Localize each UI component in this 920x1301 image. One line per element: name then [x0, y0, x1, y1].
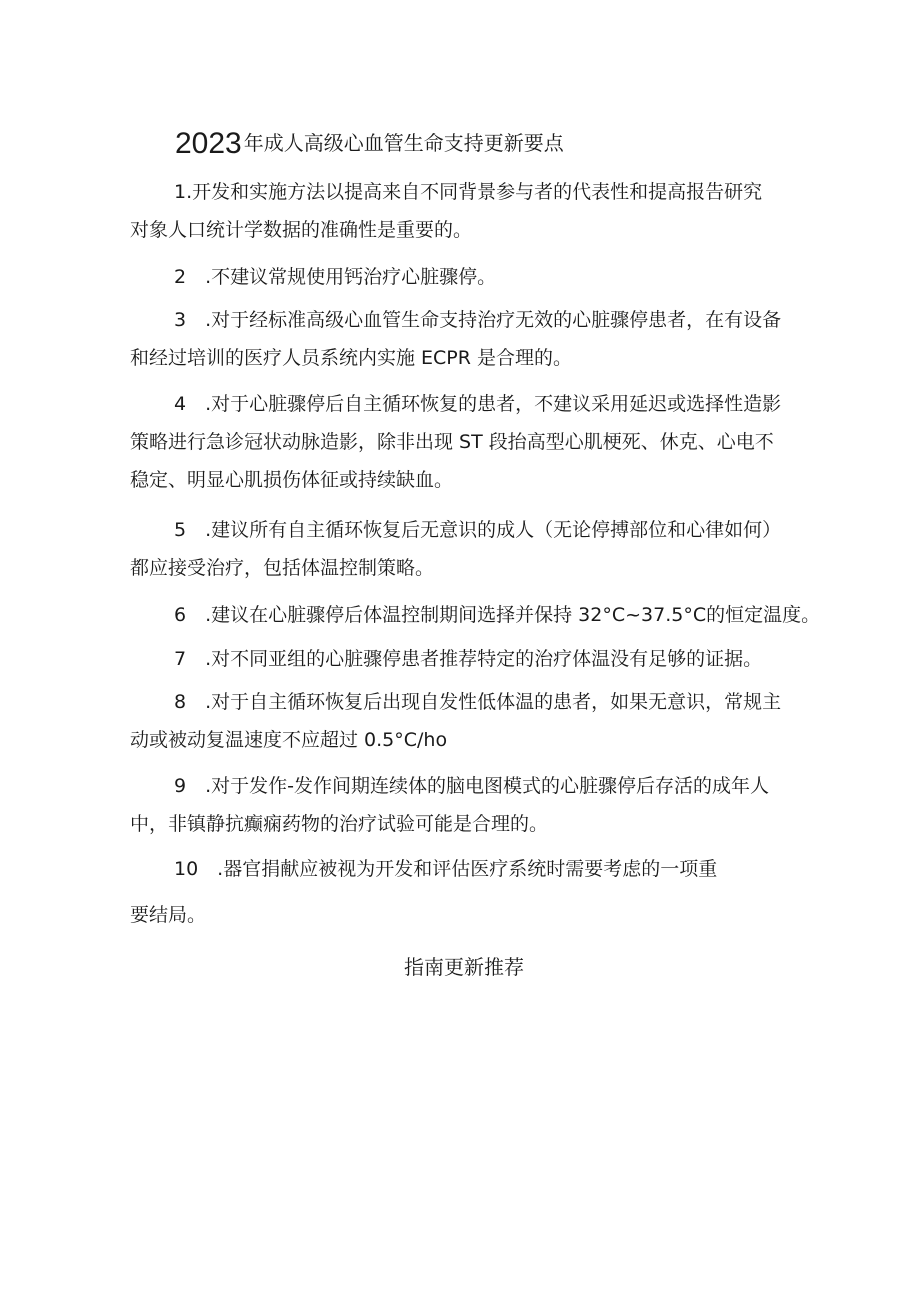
list-item-line: 对象人口统计学数据的准确性是重要的。: [130, 219, 473, 241]
list-item: [130, 301, 820, 377]
section-heading: 指南更新推荐: [404, 955, 524, 979]
list-item-line: 都应接受治疗，包括体温控制策略。: [130, 557, 435, 579]
list-item: [130, 258, 820, 296]
list-item-line: 和经过培训的医疗人员系统内实施 ECPR 是合理的。: [130, 347, 573, 369]
list-item: [130, 640, 820, 678]
list-item-line: 稳定、明显心肌损伤体征或持续缺血。: [130, 469, 454, 491]
list-item-line: 3 .对于经标准高级心血管生命支持治疗无效的心脏骤停患者，在有设备: [174, 309, 782, 331]
title-text: 年成人高级心血管生命支持更新要点: [243, 131, 564, 155]
list-item: [130, 683, 820, 759]
list-item-line: 8 .对于自主循环恢复后出现自发性低体温的患者，如果无意识，常规主: [174, 691, 782, 713]
list-item-line: 1.开发和实施方法以提高来自不同背景参与者的代表性和提高报告研究: [174, 181, 763, 203]
list-item: [130, 767, 820, 843]
list-item-line: 策略进行急诊冠状动脉造影，除非出现 ST 段抬高型心肌梗死、休克、心电不: [130, 431, 774, 453]
list-item-line: 10 .器官捐献应被视为开发和评估医疗系统时需要考虑的一项重: [174, 858, 718, 880]
list-item: [130, 385, 820, 499]
title-year: 2023: [175, 127, 242, 160]
list-item: [130, 596, 820, 634]
list-item-line: 9 .对于发作-发作间期连续体的脑电图模式的心脏骤停后存活的成年人: [174, 775, 769, 797]
list-item: [130, 173, 820, 249]
list-item: [130, 850, 820, 934]
list-item-line: 中，非镇静抗癫痫药物的治疗试验可能是合理的。: [130, 813, 549, 835]
list-item: [130, 511, 820, 587]
list-item-line: 2 .不建议常规使用钙治疗心脏骤停。: [174, 266, 497, 288]
list-item-line: 4 .对于心脏骤停后自主循环恢复的患者，不建议采用延迟或选择性造影: [174, 393, 782, 415]
list-item-line: 动或被动复温速度不应超过 0.5°C/ho: [130, 729, 448, 751]
document-title: [175, 127, 564, 161]
list-item-line: 5 .建议所有自主循环恢复后无意识的成人（无论停搏部位和心律如何）: [174, 519, 782, 541]
list-item-line: 要结局。: [130, 904, 207, 926]
list-item-line: 7 .对不同亚组的心脏骤停患者推荐特定的治疗体温没有足够的证据。: [174, 648, 763, 670]
list-item-line: 6 .建议在心脏骤停后体温控制期间选择并保持 32°C~37.5°C的恒定温度。: [174, 604, 821, 626]
